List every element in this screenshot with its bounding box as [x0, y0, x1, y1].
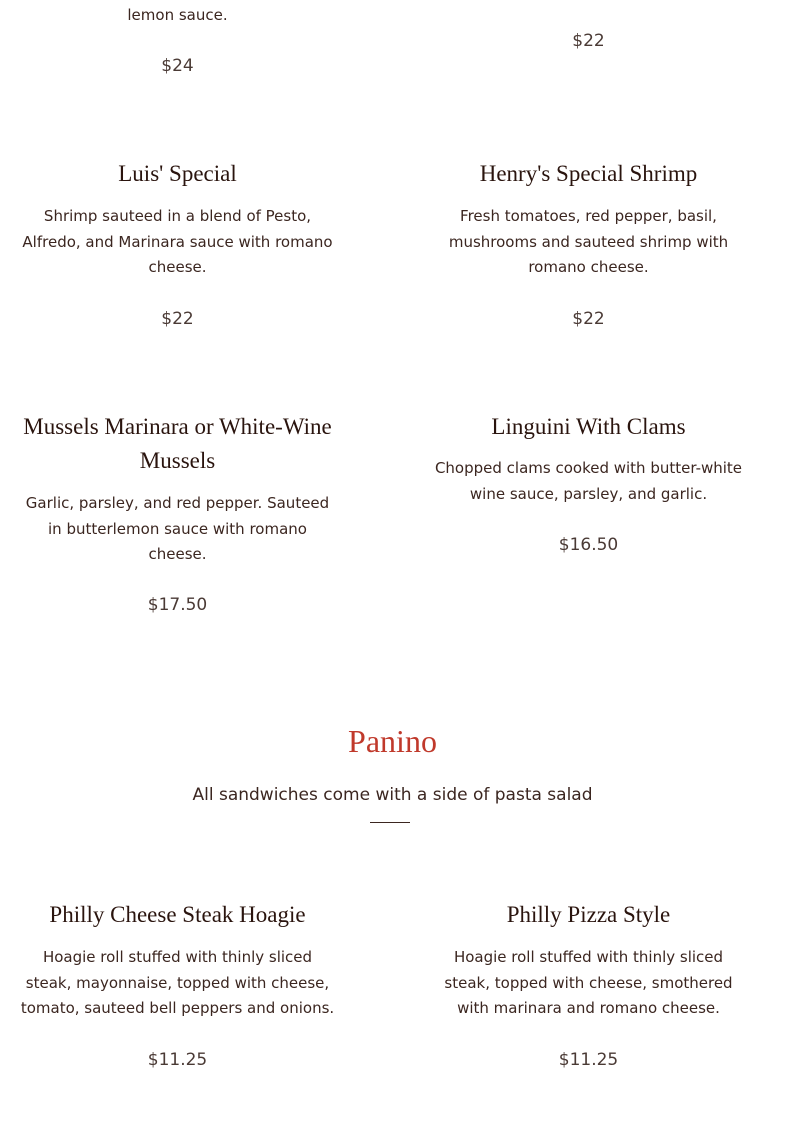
item-price: $22 [572, 31, 605, 51]
menu-item-linguini-with-clams [431, 410, 746, 444]
item-price: $22 [572, 309, 605, 329]
menu-item-partial-left [20, 3, 335, 29]
menu-item-luis-special [20, 157, 335, 191]
item-price: $16.50 [558, 535, 619, 555]
item-title: Mussels Marinara or White-Wine Mussels [23, 414, 332, 473]
item-price: $11.25 [147, 1050, 208, 1070]
item-price: $22 [161, 309, 194, 329]
item-description-wrap [431, 204, 746, 281]
section-title-panino: Panino [348, 723, 437, 759]
item-description: Shrimp sauteed in a blend of Pesto, Alfredo, and Marinara sauce with romano cheese. [22, 207, 333, 276]
item-price: $17.50 [147, 595, 208, 615]
item-title: Henry's Special Shrimp [479, 161, 698, 186]
item-description: Hoagie roll stuffed with thinly sliced steak, mayonnaise, topped with cheese, tomato, sauteed bell peppers and onions. [20, 948, 335, 1017]
item-description: Fresh tomatoes, red pepper, basil, mushrooms and sauteed shrimp with romano cheese. [448, 207, 729, 276]
item-title: Philly Pizza Style [506, 902, 671, 927]
item-description-wrap [20, 491, 335, 568]
menu-item-mussels [20, 410, 335, 478]
menu-item-philly-cheese-steak-hoagie [20, 898, 335, 932]
section-divider [370, 822, 410, 823]
item-description-wrap [20, 204, 335, 281]
item-title: Philly Cheese Steak Hoagie [49, 902, 306, 927]
section-subtitle: All sandwiches come with a side of pasta salad [192, 785, 593, 805]
item-description-wrap [20, 945, 335, 1022]
item-description: Chopped clams cooked with butter-white wine sauce, parsley, and garlic. [434, 459, 743, 503]
item-description: Hoagie roll stuffed with thinly sliced steak, topped with cheese, smothered with marinara and romano cheese. [444, 948, 733, 1017]
menu-item-henrys-special-shrimp [431, 157, 746, 191]
item-title: Luis' Special [118, 161, 237, 186]
item-description-wrap [431, 945, 746, 1022]
item-title: Linguini With Clams [491, 414, 686, 439]
item-description-wrap [431, 456, 746, 507]
menu-item-philly-pizza-style [431, 898, 746, 932]
item-description: Garlic, parsley, and red pepper. Sauteed in butterlemon sauce with romano cheese. [25, 494, 330, 563]
item-price: $24 [161, 56, 194, 76]
item-price: $11.25 [558, 1050, 619, 1070]
item-description: lemon sauce. [127, 6, 228, 24]
